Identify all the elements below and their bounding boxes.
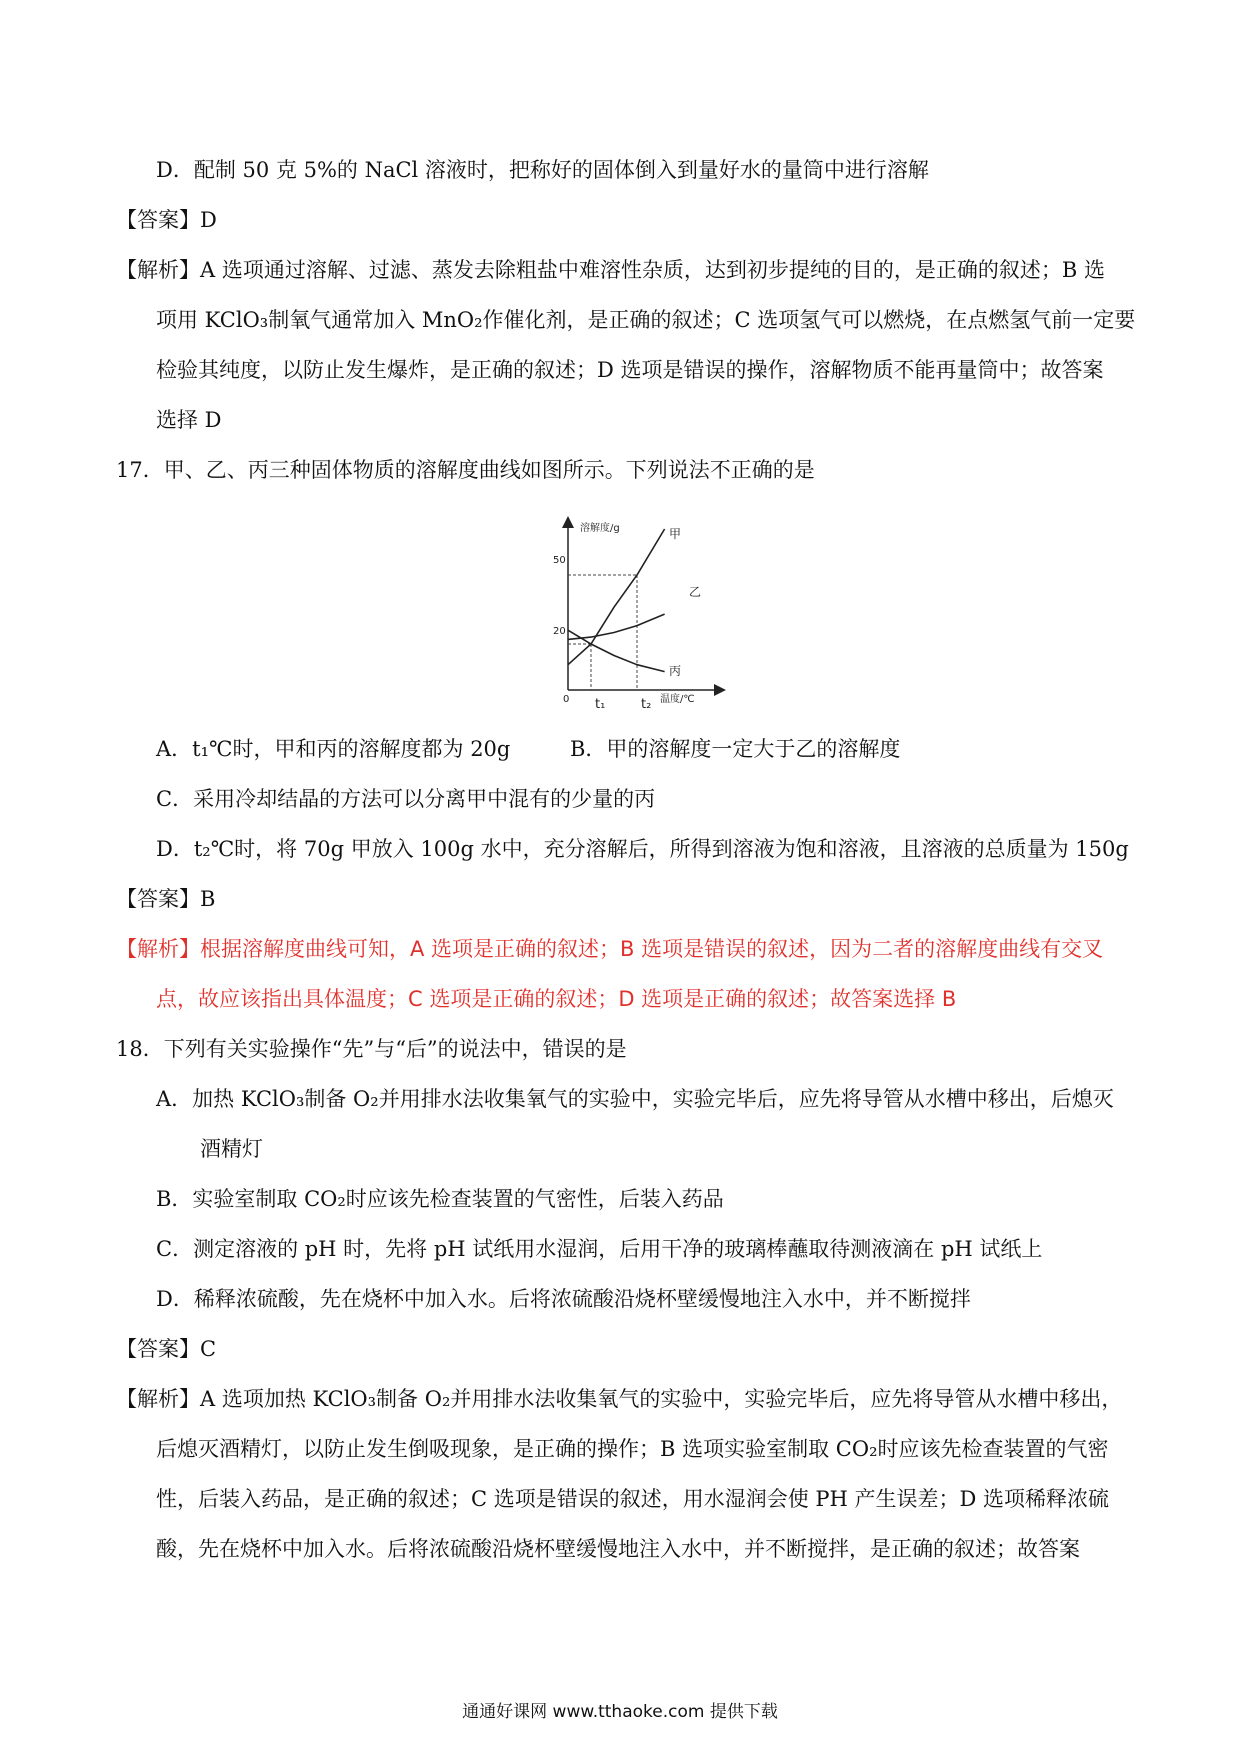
series-label-bing: 丙 (669, 664, 682, 678)
curve-jia (568, 529, 665, 665)
q18-analysis-line: 【解析】A 选项加热 KClO₃制备 O₂并用排水法收集氧气的实验中，实验完毕后，应先将导管从水槽中移出， (116, 1387, 1123, 1411)
series-label-jia: 甲 (669, 527, 682, 541)
q17-analysis-line: 【解析】根据溶解度曲线可知，A 选项是正确的叙述；B 选项是错误的叙述，因为二者的溶解度曲线有交叉 (116, 937, 1104, 961)
q18-option-d: D．稀释浓硫酸，先在烧杯中加入水。后将浓硫酸沿烧杯壁缓慢地注入水中，并不断搅拌 (156, 1287, 971, 1311)
q18-analysis-line: 酸，先在烧杯中加入水。后将浓硫酸沿烧杯壁缓慢地注入水中，并不断搅拌，是正确的叙述；故答案 (156, 1537, 1080, 1561)
page-footer: 通通好课网 www.tthaoke.com 提供下载 (462, 1702, 778, 1722)
y-tick-label: 50 (553, 555, 566, 566)
q16-option-d: D．配制 50 克 5%的 NaCl 溶液时，把称好的固体倒入到量好水的量筒中进行溶解 (156, 158, 929, 182)
origin-label: 0 (563, 694, 570, 705)
q18-analysis-line: 性，后装入药品，是正确的叙述；C 选项是错误的叙述，用水湿润会使 PH 产生误差；D 选项稀释浓硫 (156, 1487, 1110, 1511)
q18-stem: 18．下列有关实验操作“先”与“后”的说法中，错误的是 (116, 1037, 627, 1061)
q16-analysis-line: 项用 KClO₃制氧气通常加入 MnO₂作催化剂，是正确的叙述；C 选项氢气可以燃烧，在点燃氢气前一定要 (156, 308, 1136, 332)
curve-yi (568, 614, 665, 639)
q18-option-a-cont: 酒精灯 (200, 1137, 263, 1161)
y-tick-label: 20 (553, 626, 566, 637)
q18-option-b: B．实验室制取 CO₂时应该先检查装置的气密性，后装入药品 (156, 1187, 724, 1211)
q18-answer: 【答案】C (116, 1337, 217, 1361)
q17-option-c: C．采用冷却结晶的方法可以分离甲中混有的少量的丙 (156, 787, 656, 811)
q16-answer: 【答案】D (116, 208, 217, 232)
q17-option-b: B．甲的溶解度一定大于乙的溶解度 (570, 737, 901, 761)
series-label-yi: 乙 (689, 585, 702, 599)
q18-option-c: C．测定溶液的 pH 时，先将 pH 试纸用水湿润，后用干净的玻璃棒蘸取待测液滴在 pH 试纸上 (156, 1237, 1043, 1261)
q17-analysis-line: 点，故应该指出具体温度；C 选项是正确的叙述；D 选项是正确的叙述；故答案选择 B (156, 987, 957, 1011)
y-axis-label: 溶解度/g (580, 523, 620, 534)
q17-stem: 17．甲、乙、丙三种固体物质的溶解度曲线如图所示。下列说法不正确的是 (116, 458, 815, 482)
x-tick-label: t₂ (641, 697, 652, 711)
q16-analysis-line: 选择 D (156, 408, 222, 432)
solubility-chart (550, 516, 730, 711)
q17-answer: 【答案】B (116, 887, 216, 911)
q16-analysis-line: 【解析】A 选项通过溶解、过滤、蒸发去除粗盐中难溶性杂质，达到初步提纯的目的，是正确的叙述；B 选 (116, 258, 1105, 282)
x-tick-label: t₁ (595, 697, 606, 711)
x-axis-label: 温度/℃ (660, 694, 695, 705)
q16-analysis-line: 检验其纯度，以防止发生爆炸，是正确的叙述；D 选项是错误的操作，溶解物质不能再量筒中；故答案 (156, 358, 1104, 382)
q17-option-a: A．t₁℃时，甲和丙的溶解度都为 20g (156, 737, 511, 761)
q18-analysis-line: 后熄灭酒精灯，以防止发生倒吸现象，是正确的操作；B 选项实验室制取 CO₂时应该先检查装置的气密 (156, 1437, 1109, 1461)
q18-option-a: A．加热 KClO₃制备 O₂并用排水法收集氧气的实验中，实验完毕后，应先将导管从水槽中移出，后熄灭 (156, 1087, 1114, 1111)
q17-option-d: D．t₂℃时，将 70g 甲放入 100g 水中，充分溶解后，所得到溶液为饱和溶液，且溶液的总质量为 150g (156, 837, 1129, 861)
